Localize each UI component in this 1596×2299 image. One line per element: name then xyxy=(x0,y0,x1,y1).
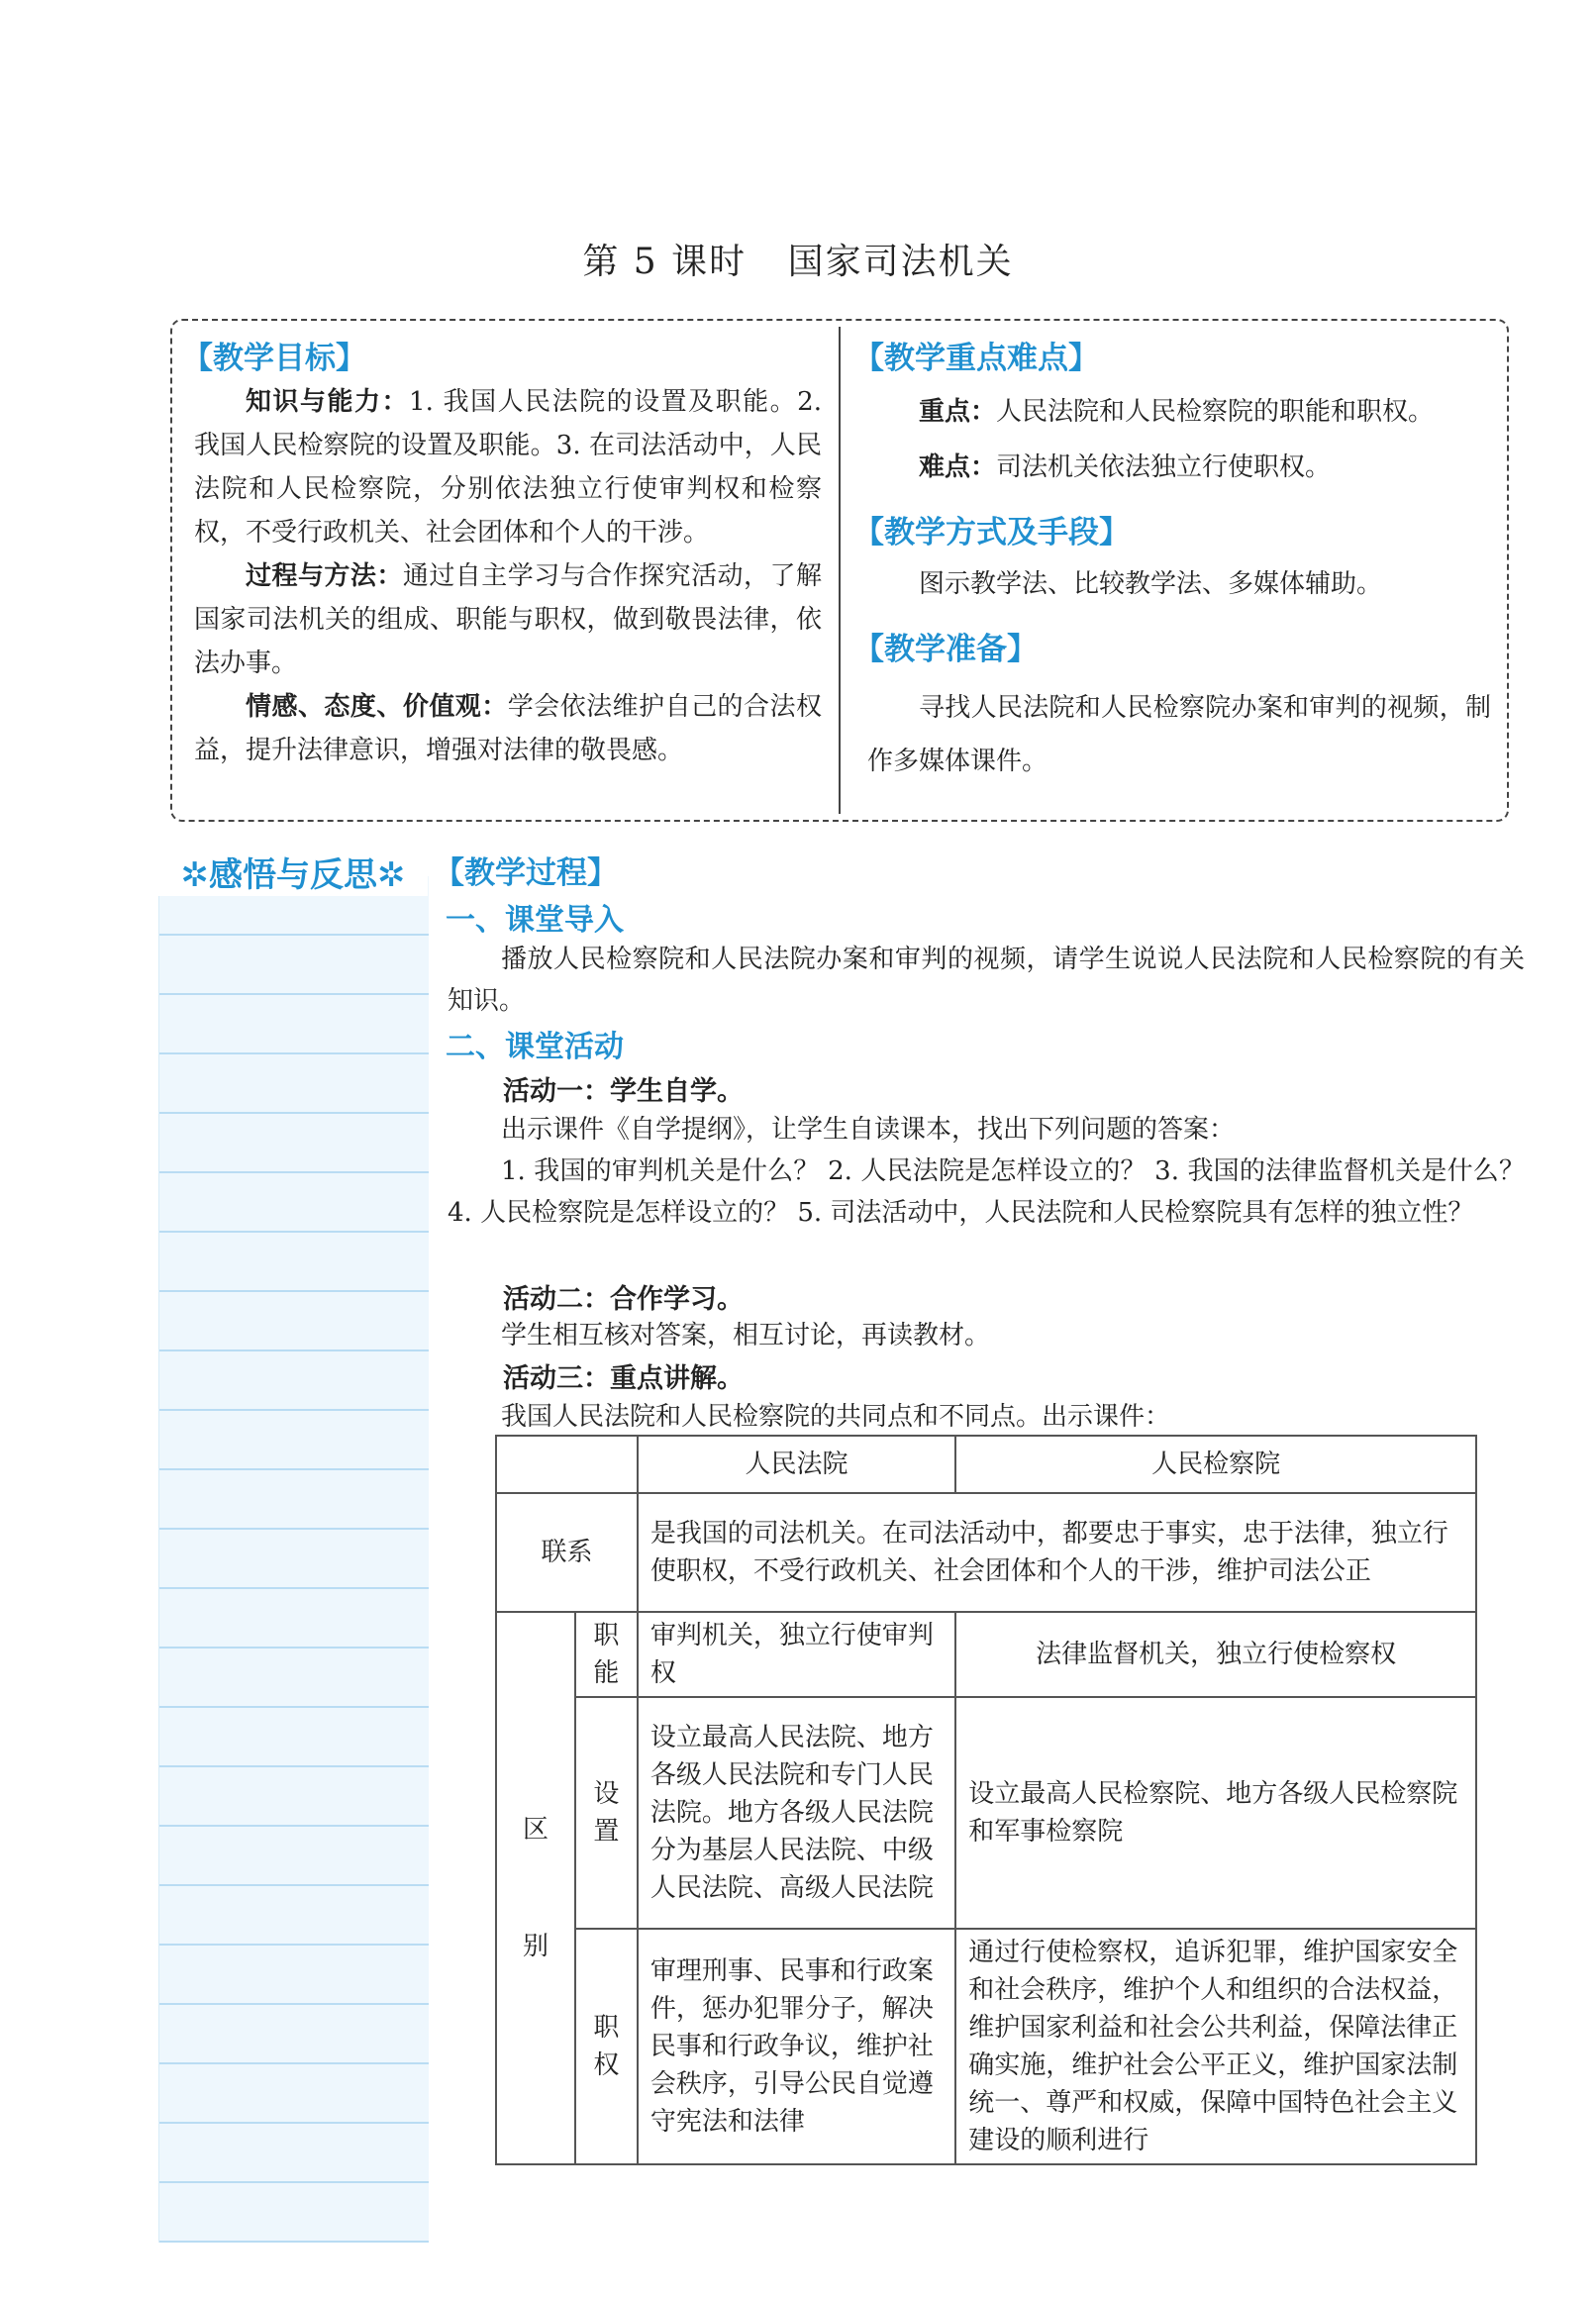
keypoints-heading: 【教学重点难点】 xyxy=(853,341,1099,376)
function-procuratorate: 法律监督机关，独立行使检察权 xyxy=(955,1612,1476,1697)
row-label-difference: 区 别 xyxy=(496,1612,575,2164)
activity2-text: 学生相互核对答案，相互讨论，再读教材。 xyxy=(501,1321,991,1350)
reflection-sidebar xyxy=(158,876,429,2243)
table-corner xyxy=(496,1436,638,1493)
difficulty-line: 难点：司法机关依法独立行使职权。 xyxy=(919,452,1332,482)
methods-text: 图示教学法、比较教学法、多媒体辅助。 xyxy=(919,569,1383,599)
activity3-label: 活动三：重点讲解。 xyxy=(503,1363,744,1394)
table-row xyxy=(496,1697,1476,1929)
objectives-heading: 【教学目标】 xyxy=(182,341,366,376)
activity1-label: 活动一：学生自学。 xyxy=(503,1076,744,1107)
link-text: 是我国的司法机关。在司法活动中，都要忠于事实，忠于法律，独立行使职权，不受行政机关、社会团体和个人的干涉，维护司法公正 xyxy=(638,1493,1476,1612)
emotion-values: 情感、态度、价值观：学会依法维护自己的合法权益，提升法律意识，增强对法律的敬畏感。 xyxy=(194,692,822,765)
activity1-questions: 1. 我国的审判机关是什么？ 2. 人民法院是怎样设立的？ 3. 我国的法律监督机关是什么？ 4. 人民检察院是怎样设立的？ 5. 司法活动中，人民法院和人民检察院具有怎样的独立性？ xyxy=(448,1156,1525,1228)
header-court: 人民法院 xyxy=(638,1436,955,1493)
lesson-number: 第 5 课时 xyxy=(582,242,748,282)
table-row xyxy=(496,1929,1476,2164)
section-intro-title: 一、课堂导入 xyxy=(446,903,624,938)
row-label-power: 职权 xyxy=(575,1929,638,2164)
activity1-text: 出示课件《自学提纲》，让学生自读课本，找出下列问题的答案： xyxy=(501,1115,1236,1145)
table-row xyxy=(496,1436,1476,1493)
section-activity-title: 二、课堂活动 xyxy=(446,1030,624,1064)
methods-heading: 【教学方式及手段】 xyxy=(853,515,1130,550)
table-row xyxy=(496,1493,1476,1612)
activity2-label: 活动二：合作学习。 xyxy=(503,1284,744,1315)
setup-procuratorate: 设立最高人民检察院、地方各级人民检察院和军事检察院 xyxy=(955,1697,1476,1929)
table-row xyxy=(496,1612,1476,1697)
objectives-divider xyxy=(839,327,841,814)
focus-line: 重点：人民法院和人民检察院的职能和职权。 xyxy=(919,397,1435,427)
section-intro-text: 播放人民检察院和人民法院办案和审判的视频，请学生说说人民法院和人民检察院的有关知识。 xyxy=(448,945,1525,1016)
lesson-name: 国家司法机关 xyxy=(787,242,1014,282)
prep-heading: 【教学准备】 xyxy=(853,632,1038,667)
knowledge-ability: 知识与能力：1. 我国人民法院的设置及职能。2. 我国人民检察院的设置及职能。3. 在司法活动中，人民法院和人民检察院，分别依法独立行使审判权和检察权，不受行政机关、社会团体和个人的干涉。 xyxy=(194,387,822,548)
setup-court: 设立最高人民法院、地方各级人民法院和专门人民法院。地方各级人民法院分为基层人民法院、中级人民法院、高级人民法院 xyxy=(638,1697,955,1929)
page-title xyxy=(0,234,1596,284)
row-label-link: 联系 xyxy=(496,1493,638,1612)
objectives-body xyxy=(194,380,822,772)
header-procuratorate: 人民检察院 xyxy=(955,1436,1476,1493)
row-label-setup: 设置 xyxy=(575,1697,638,1929)
process-heading: 【教学过程】 xyxy=(434,855,618,891)
power-court: 审理刑事、民事和行政案件，惩办犯罪分子，解决民事和行政争议，维护社会秩序，引导公民自觉遵守宪法和法律 xyxy=(638,1929,955,2164)
power-procuratorate: 通过行使检察权，追诉犯罪，维护国家安全和社会秩序，维护个人和组织的合法权益，维护国家利益和社会公共利益，保障法律正确实施，维护社会公平正义，维护国家法制统一、尊严和权威，保障中国特色社会主义建设的顺利进行 xyxy=(955,1929,1476,2164)
comparison-table xyxy=(495,1435,1477,2165)
function-court: 审判机关，独立行使审判权 xyxy=(638,1612,955,1697)
activity3-text: 我国人民法院和人民检察院的共同点和不同点。出示课件： xyxy=(501,1402,1171,1432)
prep-text: 寻找人民法院和人民检察院办案和审判的视频，制作多媒体课件。 xyxy=(867,693,1491,776)
process-method: 过程与方法：通过自主学习与合作探究活动，了解国家司法机关的组成、职能与职权，做到敬畏法律，依法办事。 xyxy=(194,561,822,678)
reflection-heading: ✲感悟与反思✲ xyxy=(158,848,428,896)
row-label-function: 职能 xyxy=(575,1612,638,1697)
